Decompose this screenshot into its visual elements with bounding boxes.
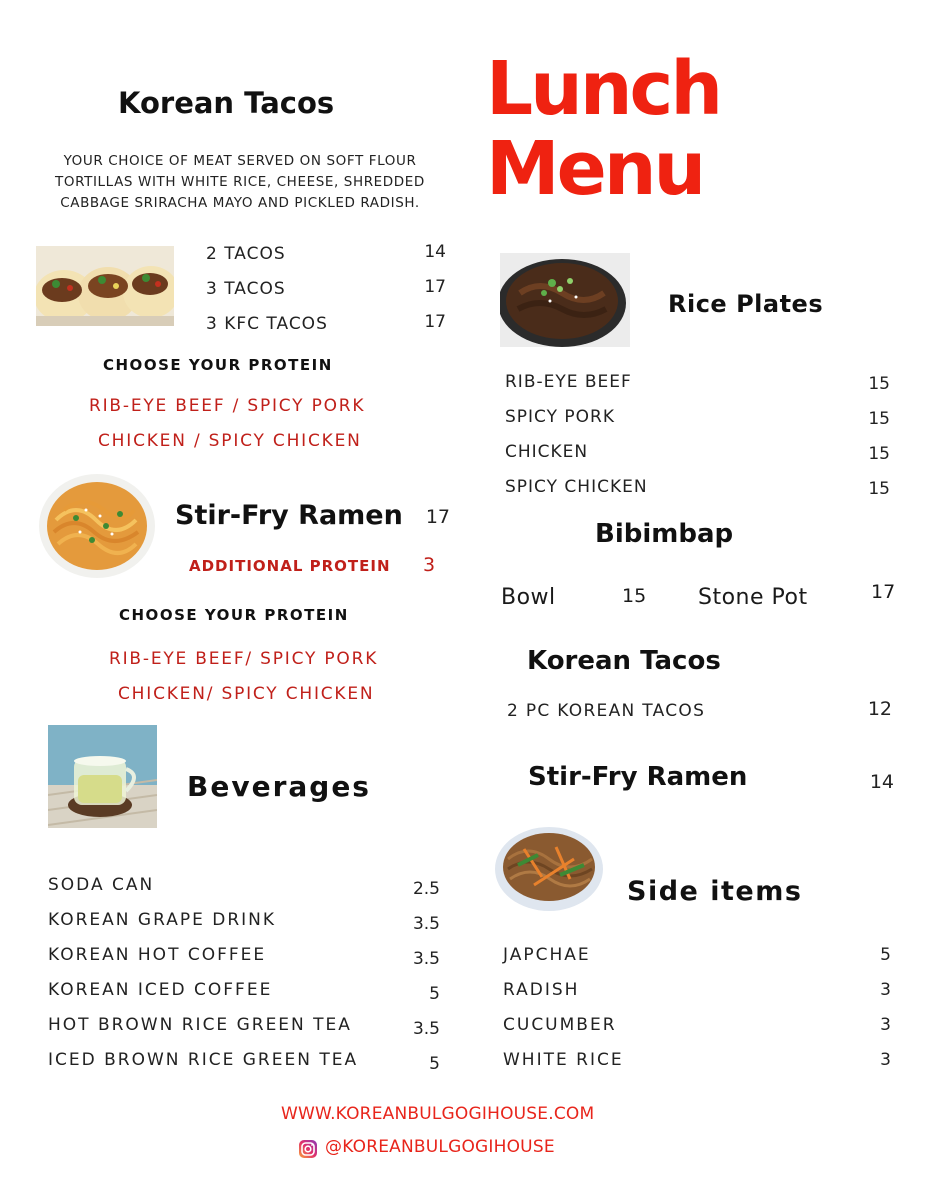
- tacos-photo: [36, 246, 174, 326]
- korean-tacos-item-name: 2 PC KOREAN TACOS: [507, 701, 706, 721]
- beverage-item-price: 3.5: [412, 1019, 440, 1039]
- beverage-item-price: 3.5: [412, 949, 440, 969]
- rice-plates-photo: [500, 253, 630, 347]
- stir-fry-ramen-price: 17: [425, 506, 450, 528]
- rice-plate-item-name: RIB-EYE BEEF: [505, 372, 632, 392]
- bibimbap-bowl-label: Bowl: [501, 585, 556, 610]
- korean-tacos-item-price: 12: [867, 698, 892, 720]
- side-item-price: 3: [880, 980, 891, 1000]
- bibimbap-bowl-price: 15: [622, 585, 647, 607]
- taco-item-price: 17: [424, 312, 446, 332]
- side-item-price: 5: [880, 945, 891, 965]
- taco-item-name: 2 TACOS: [206, 244, 286, 264]
- side-item-name: WHITE RICE: [503, 1050, 624, 1070]
- menu-title-line2: Menu: [486, 126, 704, 212]
- bibimbap-heading: Bibimbap: [595, 519, 734, 549]
- instagram-icon: [298, 1139, 318, 1159]
- protein-options-line2: CHICKEN / SPICY CHICKEN: [98, 431, 362, 451]
- side-item-name: RADISH: [503, 980, 580, 1000]
- stir-fry-ramen-heading: Stir-Fry Ramen: [175, 500, 403, 531]
- side-item-name: CUCUMBER: [503, 1015, 617, 1035]
- choose-protein-label: CHOOSE YOUR PROTEIN: [119, 606, 349, 624]
- korean-tacos-description: YOUR CHOICE OF MEAT SERVED ON SOFT FLOUR TORTILLAS WITH WHITE RICE, CHEESE, SHREDDED CABBAGE SRIRACHA MAYO AND PICKLED RADISH.: [55, 153, 425, 211]
- rice-plate-item-price: 15: [868, 444, 890, 464]
- side-item-price: 3: [880, 1050, 891, 1070]
- rice-plates-heading: Rice Plates: [668, 290, 824, 318]
- protein-options-line1: RIB-EYE BEEF/ SPICY PORK: [109, 649, 379, 669]
- beverage-item-price: 2.5: [412, 879, 440, 899]
- taco-item-name: 3 KFC TACOS: [206, 314, 328, 334]
- taco-item-price: 17: [424, 277, 446, 297]
- rice-plate-item-price: 15: [868, 479, 890, 499]
- protein-options-line1: RIB-EYE BEEF / SPICY PORK: [89, 396, 366, 416]
- beverage-item-name: SODA CAN: [48, 875, 155, 895]
- beverage-item-price: 5: [429, 1054, 440, 1074]
- beverage-photo: [48, 725, 157, 828]
- rice-plate-item-name: SPICY PORK: [505, 407, 616, 427]
- beverage-item-price: 5: [429, 984, 440, 1004]
- korean-tacos-heading: Korean Tacos: [527, 646, 721, 676]
- side-item-price: 3: [880, 1015, 891, 1035]
- taco-item-price: 14: [424, 242, 446, 262]
- rice-plate-item-name: CHICKEN: [505, 442, 589, 462]
- stir-fry-ramen-heading: Stir-Fry Ramen: [528, 762, 748, 792]
- rice-plate-item-name: SPICY CHICKEN: [505, 477, 648, 497]
- stone-pot-price: 17: [871, 581, 896, 603]
- additional-protein-price: 3: [423, 554, 436, 576]
- stir-fry-ramen-price: 14: [869, 771, 894, 793]
- instagram-handle[interactable]: @KOREANBULGOGIHOUSE: [325, 1137, 555, 1157]
- beverage-item-name: ICED BROWN RICE GREEN TEA: [48, 1050, 359, 1070]
- korean-tacos-heading: Korean Tacos: [118, 86, 335, 120]
- stone-pot-label: Stone Pot: [698, 585, 808, 610]
- rice-plate-item-price: 15: [868, 374, 890, 394]
- website-link[interactable]: WWW.KOREANBULGOGIHOUSE.COM: [281, 1104, 595, 1124]
- beverage-item-name: KOREAN GRAPE DRINK: [48, 910, 277, 930]
- beverage-item-name: KOREAN HOT COFFEE: [48, 945, 267, 965]
- side-items-heading: Side items: [627, 876, 803, 907]
- beverage-item-name: KOREAN ICED COFFEE: [48, 980, 273, 1000]
- protein-options-line2: CHICKEN/ SPICY CHICKEN: [118, 684, 375, 704]
- rice-plate-item-price: 15: [868, 409, 890, 429]
- beverage-item-name: HOT BROWN RICE GREEN TEA: [48, 1015, 352, 1035]
- beverage-item-price: 3.5: [412, 914, 440, 934]
- additional-protein-label: ADDITIONAL PROTEIN: [189, 557, 391, 575]
- menu-title-line1: Lunch: [486, 46, 721, 132]
- taco-item-name: 3 TACOS: [206, 279, 286, 299]
- side-item-name: JAPCHAE: [503, 945, 591, 965]
- choose-protein-label: CHOOSE YOUR PROTEIN: [103, 356, 333, 374]
- beverages-heading: Beverages: [187, 770, 371, 803]
- ramen-photo: [36, 470, 158, 582]
- side-items-photo: [494, 819, 604, 914]
